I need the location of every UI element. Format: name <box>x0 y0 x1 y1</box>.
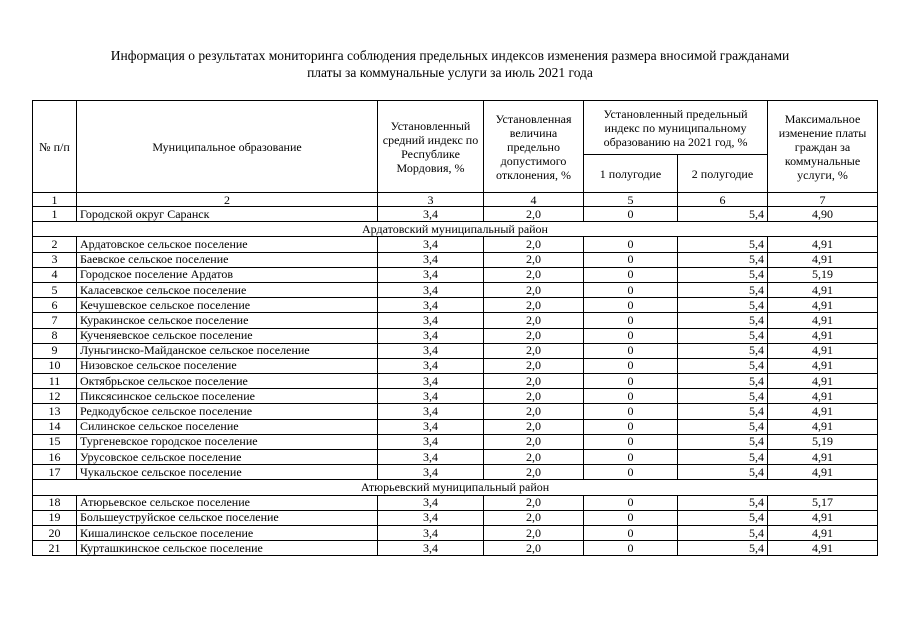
row-number: 11 <box>33 374 77 389</box>
district-heading-group <box>33 480 878 495</box>
municipality-name: Городской округ Саранск <box>77 207 378 222</box>
municipality-name: Кечушевское сельское поселение <box>77 298 378 313</box>
district-heading: Атюрьевский муниципальный район <box>33 480 878 495</box>
row-number: 5 <box>33 282 77 297</box>
max-change-value: 4,91 <box>768 252 878 267</box>
avg-index-value: 3,4 <box>378 298 484 313</box>
row-number: 3 <box>33 252 77 267</box>
max-change-value: 5,19 <box>768 434 878 449</box>
deviation-value: 2,0 <box>484 541 584 556</box>
deviation-value: 2,0 <box>484 207 584 222</box>
deviation-value: 2,0 <box>484 237 584 252</box>
municipality-name: Кученяевское сельское поселение <box>77 328 378 343</box>
municipality-name: Луньгинско-Майданское сельское поселение <box>77 343 378 358</box>
header-max-change: Максимальное изменение платы граждан за коммунальные услуги, % <box>768 101 878 193</box>
avg-index-value: 3,4 <box>378 434 484 449</box>
deviation-value: 2,0 <box>484 252 584 267</box>
half-2-value: 5,4 <box>678 510 768 525</box>
avg-index-value: 3,4 <box>378 282 484 297</box>
municipality-name: Пиксясинское сельское поселение <box>77 389 378 404</box>
table-row <box>33 358 878 373</box>
half-2-value: 5,4 <box>678 465 768 480</box>
municipality-name: Куракинское сельское поселение <box>77 313 378 328</box>
half-2-value: 5,4 <box>678 525 768 540</box>
row-number: 14 <box>33 419 77 434</box>
row-number: 9 <box>33 343 77 358</box>
max-change-value: 4,91 <box>768 313 878 328</box>
column-number-row <box>33 193 878 207</box>
column-number: 4 <box>484 193 584 207</box>
avg-index-value: 3,4 <box>378 450 484 465</box>
row-number: 19 <box>33 510 77 525</box>
monitoring-table <box>32 100 878 556</box>
half-2-value: 5,4 <box>678 313 768 328</box>
half-2-value: 5,4 <box>678 267 768 282</box>
avg-index-value: 3,4 <box>378 343 484 358</box>
row-number: 6 <box>33 298 77 313</box>
avg-index-value: 3,4 <box>378 541 484 556</box>
table-row <box>33 374 878 389</box>
deviation-value: 2,0 <box>484 389 584 404</box>
table-row <box>33 313 878 328</box>
half-1-value: 0 <box>584 358 678 373</box>
avg-index-value: 3,4 <box>378 465 484 480</box>
half-2-value: 5,4 <box>678 252 768 267</box>
deviation-value: 2,0 <box>484 282 584 297</box>
municipality-name: Баевское сельское поселение <box>77 252 378 267</box>
deviation-value: 2,0 <box>484 328 584 343</box>
max-change-value: 4,91 <box>768 328 878 343</box>
avg-index-value: 3,4 <box>378 404 484 419</box>
row-number: 15 <box>33 434 77 449</box>
header-limit-index: Установленный предельный индекс по муниципальному образованию на 2021 год, % <box>584 101 768 155</box>
max-change-value: 4,91 <box>768 510 878 525</box>
max-change-value: 4,91 <box>768 525 878 540</box>
table-row <box>33 465 878 480</box>
table-row <box>33 419 878 434</box>
half-2-value: 5,4 <box>678 282 768 297</box>
half-2-value: 5,4 <box>678 343 768 358</box>
title-line-1: Информация о результатах мониторинга соблюдения предельных индексов изменения размера вносимой гражданами <box>110 48 790 63</box>
half-1-value: 0 <box>584 465 678 480</box>
deviation-value: 2,0 <box>484 298 584 313</box>
max-change-value: 4,91 <box>768 541 878 556</box>
table-body-district-2 <box>33 495 878 556</box>
row-number: 13 <box>33 404 77 419</box>
half-1-value: 0 <box>584 237 678 252</box>
max-change-value: 4,91 <box>768 298 878 313</box>
column-number: 6 <box>678 193 768 207</box>
municipality-name: Силинское сельское поселение <box>77 419 378 434</box>
half-2-value: 5,4 <box>678 404 768 419</box>
max-change-value: 4,91 <box>768 282 878 297</box>
half-2-value: 5,4 <box>678 237 768 252</box>
half-1-value: 0 <box>584 510 678 525</box>
district-heading: Ардатовский муниципальный район <box>33 222 878 237</box>
row-number: 17 <box>33 465 77 480</box>
max-change-value: 4,91 <box>768 404 878 419</box>
half-2-value: 5,4 <box>678 495 768 510</box>
deviation-value: 2,0 <box>484 313 584 328</box>
header-municipality: Муниципальное образование <box>77 101 378 193</box>
avg-index-value: 3,4 <box>378 389 484 404</box>
row-number: 18 <box>33 495 77 510</box>
avg-index-value: 3,4 <box>378 419 484 434</box>
table-row <box>33 450 878 465</box>
table-row <box>33 207 878 222</box>
row-number: 16 <box>33 450 77 465</box>
municipality-name: Ардатовское сельское поселение <box>77 237 378 252</box>
half-1-value: 0 <box>584 450 678 465</box>
column-number: 2 <box>77 193 378 207</box>
header-half-2: 2 полугодие <box>678 155 768 193</box>
half-1-value: 0 <box>584 434 678 449</box>
table-row <box>33 510 878 525</box>
half-2-value: 5,4 <box>678 207 768 222</box>
half-1-value: 0 <box>584 252 678 267</box>
column-number: 3 <box>378 193 484 207</box>
row-number: 20 <box>33 525 77 540</box>
header-half-1: 1 полугодие <box>584 155 678 193</box>
max-change-value: 4,91 <box>768 450 878 465</box>
row-number: 8 <box>33 328 77 343</box>
half-1-value: 0 <box>584 419 678 434</box>
max-change-value: 4,91 <box>768 237 878 252</box>
row-number: 2 <box>33 237 77 252</box>
avg-index-value: 3,4 <box>378 328 484 343</box>
municipality-name: Урусовское сельское поселение <box>77 450 378 465</box>
avg-index-value: 3,4 <box>378 525 484 540</box>
deviation-value: 2,0 <box>484 450 584 465</box>
column-number: 1 <box>33 193 77 207</box>
half-1-value: 0 <box>584 495 678 510</box>
deviation-value: 2,0 <box>484 434 584 449</box>
header-deviation: Установленная величина предельно допустимого отклонения, % <box>484 101 584 193</box>
max-change-value: 4,91 <box>768 374 878 389</box>
table-row <box>33 298 878 313</box>
half-1-value: 0 <box>584 282 678 297</box>
table-row <box>33 267 878 282</box>
deviation-value: 2,0 <box>484 465 584 480</box>
avg-index-value: 3,4 <box>378 237 484 252</box>
half-1-value: 0 <box>584 541 678 556</box>
half-2-value: 5,4 <box>678 541 768 556</box>
max-change-value: 4,91 <box>768 343 878 358</box>
max-change-value: 4,90 <box>768 207 878 222</box>
half-1-value: 0 <box>584 374 678 389</box>
table-body-top <box>33 207 878 222</box>
municipality-name: Каласевское сельское поселение <box>77 282 378 297</box>
half-2-value: 5,4 <box>678 298 768 313</box>
table-row <box>33 434 878 449</box>
half-1-value: 0 <box>584 404 678 419</box>
header-avg-index: Установленный средний индекс по Республике Мордовия, % <box>378 101 484 193</box>
table-row <box>33 404 878 419</box>
table-row <box>33 252 878 267</box>
max-change-value: 4,91 <box>768 465 878 480</box>
table-row <box>33 237 878 252</box>
max-change-value: 4,91 <box>768 389 878 404</box>
max-change-value: 5,17 <box>768 495 878 510</box>
row-number: 7 <box>33 313 77 328</box>
avg-index-value: 3,4 <box>378 267 484 282</box>
deviation-value: 2,0 <box>484 358 584 373</box>
half-2-value: 5,4 <box>678 450 768 465</box>
column-number: 7 <box>768 193 878 207</box>
municipality-name: Редкодубское сельское поселение <box>77 404 378 419</box>
half-1-value: 0 <box>584 389 678 404</box>
deviation-value: 2,0 <box>484 404 584 419</box>
municipality-name: Чукальское сельское поселение <box>77 465 378 480</box>
deviation-value: 2,0 <box>484 343 584 358</box>
municipality-name: Низовское сельское поселение <box>77 358 378 373</box>
municipality-name: Большеуструйское сельское поселение <box>77 510 378 525</box>
municipality-name: Курташкинское сельское поселение <box>77 541 378 556</box>
district-heading-group <box>33 222 878 237</box>
deviation-value: 2,0 <box>484 374 584 389</box>
deviation-value: 2,0 <box>484 525 584 540</box>
row-number: 10 <box>33 358 77 373</box>
header-num: № п/п <box>33 101 77 193</box>
municipality-name: Городское поселение Ардатов <box>77 267 378 282</box>
half-2-value: 5,4 <box>678 434 768 449</box>
avg-index-value: 3,4 <box>378 313 484 328</box>
row-number: 21 <box>33 541 77 556</box>
max-change-value: 4,91 <box>768 419 878 434</box>
table-row <box>33 328 878 343</box>
table-row <box>33 525 878 540</box>
deviation-value: 2,0 <box>484 267 584 282</box>
table-row <box>33 282 878 297</box>
max-change-value: 5,19 <box>768 267 878 282</box>
avg-index-value: 3,4 <box>378 510 484 525</box>
deviation-value: 2,0 <box>484 510 584 525</box>
table-row <box>33 495 878 510</box>
avg-index-value: 3,4 <box>378 207 484 222</box>
document-title <box>40 47 860 81</box>
table-row <box>33 541 878 556</box>
table-header <box>33 101 878 207</box>
half-1-value: 0 <box>584 328 678 343</box>
half-2-value: 5,4 <box>678 419 768 434</box>
table-row <box>33 389 878 404</box>
half-1-value: 0 <box>584 298 678 313</box>
half-2-value: 5,4 <box>678 389 768 404</box>
municipality-name: Тургеневское городское поселение <box>77 434 378 449</box>
avg-index-value: 3,4 <box>378 252 484 267</box>
half-2-value: 5,4 <box>678 328 768 343</box>
half-1-value: 0 <box>584 313 678 328</box>
deviation-value: 2,0 <box>484 419 584 434</box>
row-number: 12 <box>33 389 77 404</box>
table-row <box>33 343 878 358</box>
row-number: 1 <box>33 207 77 222</box>
column-number: 5 <box>584 193 678 207</box>
title-line-2: платы за коммунальные услуги за июль 2021 года <box>307 65 593 80</box>
max-change-value: 4,91 <box>768 358 878 373</box>
half-1-value: 0 <box>584 267 678 282</box>
municipality-name: Кишалинское сельское поселение <box>77 525 378 540</box>
municipality-name: Октябрьское сельское поселение <box>77 374 378 389</box>
avg-index-value: 3,4 <box>378 495 484 510</box>
deviation-value: 2,0 <box>484 495 584 510</box>
half-2-value: 5,4 <box>678 374 768 389</box>
half-1-value: 0 <box>584 207 678 222</box>
municipality-name: Атюрьевское сельское поселение <box>77 495 378 510</box>
row-number: 4 <box>33 267 77 282</box>
avg-index-value: 3,4 <box>378 358 484 373</box>
avg-index-value: 3,4 <box>378 374 484 389</box>
half-1-value: 0 <box>584 343 678 358</box>
half-2-value: 5,4 <box>678 358 768 373</box>
half-1-value: 0 <box>584 525 678 540</box>
table-body-district-1 <box>33 237 878 480</box>
